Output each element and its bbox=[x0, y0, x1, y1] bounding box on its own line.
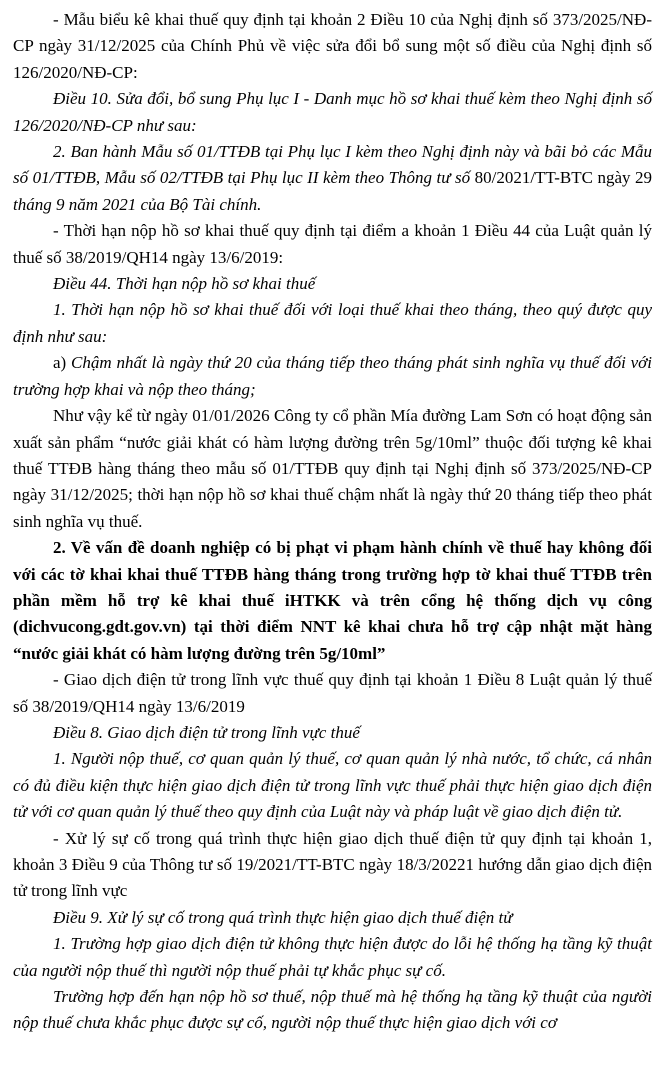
text-run: 80/2021/TT-BTC ngày 29 bbox=[474, 168, 652, 188]
text-run: - Xử lý sự cố trong quá trình thực hiện giao dịch thuế điện tử quy định tại khoản 1, khoản 3 Điều 9 của Thông tư số 19/2021/TT-BTC ngày 18/3/20221 hướng dẫn giao dịch điện tử trong lĩnh vực bbox=[13, 828, 652, 901]
paragraph bbox=[13, 218, 652, 271]
text-run: Điều 9. Xử lý sự cố trong quá trình thực hiện giao dịch thuế điện tử bbox=[53, 907, 513, 927]
text-run: 1. Người nộp thuế, cơ quan quản lý thuế, cơ quan quản lý nhà nước, tổ chức, cá nhân có đủ điều kiện thực hiện giao dịch điện tử trong lĩnh vực thuế phải thực hiện giao dịch điện tử với cơ quan quản lý thuế theo quy định của Luật này và pháp luật về giao dịch điện tử. bbox=[13, 749, 652, 822]
paragraph bbox=[13, 403, 652, 535]
text-run: - Giao dịch điện tử trong lĩnh vực thuế quy định tại khoản 1 Điều 8 Luật quản lý thuế số 38/2019/QH14 ngày 13/6/2019 bbox=[13, 670, 652, 716]
text-run: Điều 10. Sửa đổi, bổ sung Phụ lục I - Danh mục hồ sơ khai thuế kèm theo Nghị định số 126/2020/NĐ-CP như sau: bbox=[13, 89, 652, 135]
paragraph bbox=[13, 746, 652, 825]
paragraph bbox=[13, 271, 652, 297]
paragraph bbox=[13, 7, 652, 86]
text-run: 2. Ban hành Mẫu số 01/TTĐB tại Phụ lục I kèm theo Nghị định này và bãi bỏ các Mẫu số 01/TTĐB, Mẫu số 02/TTĐB tại Phụ lục II kèm theo Thông tư số bbox=[13, 142, 652, 188]
text-run: Chậm nhất là ngày thứ 20 của tháng tiếp theo tháng phát sinh nghĩa vụ thuế đối với trường hợp khai và nộp theo tháng; bbox=[13, 353, 652, 399]
text-run: 1. Thời hạn nộp hồ sơ khai thuế đối với loại thuế khai theo tháng, theo quý được quy định như sau: bbox=[13, 300, 652, 346]
paragraph bbox=[13, 931, 652, 984]
text-run: Trường hợp đến hạn nộp hồ sơ thuế, nộp thuế mà hệ thống hạ tầng kỹ thuật của người nộp thuế chưa khắc phục được sự cố, người nộp thuế thực hiện giao dịch với cơ bbox=[13, 987, 652, 1033]
paragraph bbox=[13, 86, 652, 139]
text-run: tháng 9 năm 2021 của Bộ Tài chính. bbox=[13, 194, 262, 214]
text-run: Điều 44. Thời hạn nộp hồ sơ khai thuế bbox=[53, 274, 316, 294]
paragraph bbox=[13, 297, 652, 350]
text-run: a) bbox=[53, 353, 72, 373]
paragraph bbox=[13, 720, 652, 746]
text-run: - Thời hạn nộp hồ sơ khai thuế quy định tại điểm a khoản 1 Điều 44 của Luật quản lý thuế số 38/2019/QH14 ngày 13/6/2019: bbox=[13, 221, 652, 267]
paragraph bbox=[13, 984, 652, 1037]
paragraph bbox=[13, 139, 652, 218]
paragraph bbox=[13, 535, 652, 667]
paragraph bbox=[13, 350, 652, 403]
paragraph bbox=[13, 667, 652, 720]
text-run: - Mẫu biểu kê khai thuế quy định tại khoản 2 Điều 10 của Nghị định số 373/2025/NĐ-CP ngày 31/12/2025 của Chính Phủ về việc sửa đổi bổ sung một số điều của Nghị định số 126/2020/NĐ-CP: bbox=[13, 10, 652, 82]
text-run: 1. Trường hợp giao dịch điện tử không thực hiện được do lỗi hệ thống hạ tầng kỹ thuật của người nộp thuế thì người nộp thuế phải tự khắc phục sự cố. bbox=[13, 934, 652, 980]
text-run: Như vậy kể từ ngày 01/01/2026 Công ty cổ phần Mía đường Lam Sơn có hoạt động sản xuất sản phẩm “nước giải khát có hàm lượng đường trên 5g/10ml” thuộc đối tượng kê khai thuế TTĐB hàng tháng theo mẫu số 01/TTĐB quy định tại Nghị định số 373/2025/NĐ-CP ngày 31/12/2025; thời hạn nộp hồ sơ khai thuế chậm nhất là ngày thứ 20 tháng tiếp theo phát sinh nghĩa vụ thuế. bbox=[13, 406, 652, 531]
text-run: Điều 8. Giao dịch điện tử trong lĩnh vực thuế bbox=[53, 722, 360, 742]
paragraphs-container bbox=[13, 7, 652, 1037]
paragraph bbox=[13, 905, 652, 931]
paragraph bbox=[13, 826, 652, 905]
text-run: 2. Về vấn đề doanh nghiệp có bị phạt vi phạm hành chính về thuế hay không đối với các tờ khai khai thuế TTĐB hàng tháng trong trường hợp tờ khai thuế TTĐB trên phần mềm hỗ trợ kê khai thuế iHTKK và trên cổng hệ thống dịch vụ công (dichvucong.gdt.gov.vn) tại thời điểm NNT kê khai chưa hỗ trợ cập nhật mặt hàng “nước giải khát có hàm lượng đường trên 5g/10ml” bbox=[13, 538, 652, 663]
